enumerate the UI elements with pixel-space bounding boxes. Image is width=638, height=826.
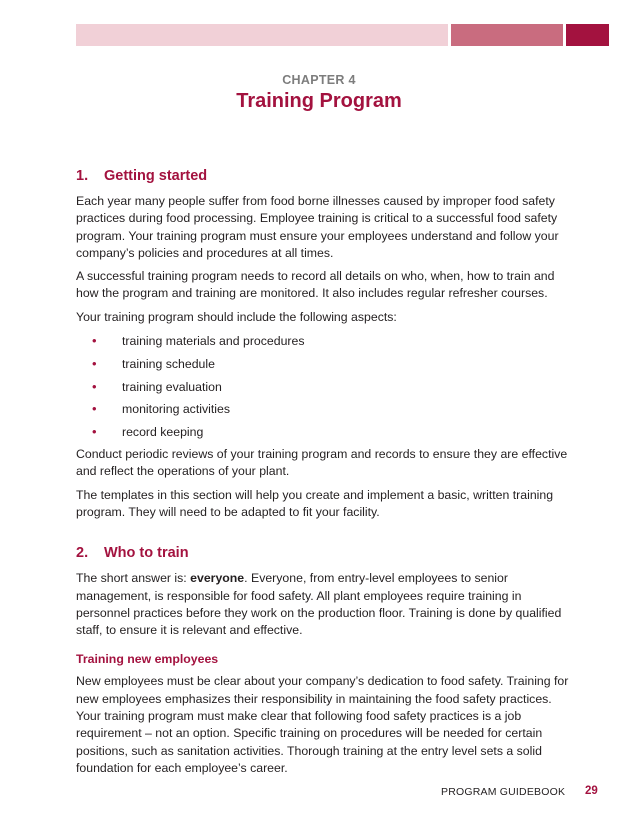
header-band-light xyxy=(76,24,448,46)
section-title: Who to train xyxy=(104,545,189,562)
paragraph: New employees must be clear about your company’s dedication to food safety. Training for new employees emphasizes their responsibility in maintaining the food safety practices. Your training program must make clear that following food safety practices is a job requirement – not an option. Specific training on procedures will be needed for certain positions, such as sanitation activities. Thorough training at the entry level sets a solid foundation for each employee’s career. xyxy=(76,674,569,775)
aspects-list xyxy=(76,332,570,441)
paragraph: A successful training program needs to record all details on who, when, how to train and how the program and training are monitored. It also includes regular refresher courses. xyxy=(76,269,555,301)
section-title: Getting started xyxy=(104,168,208,184)
chapter-title: Training Program xyxy=(236,90,402,112)
list-item: • monitoring activities xyxy=(92,401,230,417)
bullet-icon: • xyxy=(92,355,97,371)
subheading-training-new-employees: Training new employees xyxy=(76,652,219,667)
bullet-icon: • xyxy=(92,424,97,440)
emphasis-everyone: everyone xyxy=(190,571,245,586)
list-item: • training evaluation xyxy=(92,378,222,394)
bullet-icon: • xyxy=(92,401,97,417)
section-number: 2. xyxy=(76,545,89,562)
paragraph: Conduct periodic reviews of your training program and records to ensure they are effective and reflect the operations of your plant. xyxy=(76,447,568,479)
header-band-dark xyxy=(566,24,609,46)
bullet-icon: • xyxy=(92,378,97,394)
list-item: • training materials and procedures xyxy=(92,333,305,349)
paragraph: The short answer is: everyone. Everyone, from entry-level employees to senior management, is responsible for food safety. All plant employees require training in personnel practices before they work on the production floor. Training is done by qualified staff, to ensure it is relevant and effective. xyxy=(76,571,562,638)
section-number: 1. xyxy=(76,168,89,184)
list-item: • record keeping xyxy=(92,424,204,440)
footer-guide-label: PROGRAM GUIDEBOOK xyxy=(441,786,566,798)
paragraph: Your training program should include the following aspects: xyxy=(76,309,397,324)
paragraph: Each year many people suffer from food borne illnesses caused by improper food safety practices during food processing. Employee training is critical to a successful food safety program. Your training program must ensure your employees understand and follow your company’s policies and procedures at all times. xyxy=(76,194,559,260)
section-heading-getting-started xyxy=(76,167,570,185)
paragraph: The templates in this section will help you create and implement a basic, written training program. They will need to be adapted to fit your facility. xyxy=(76,487,554,519)
chapter-label: CHAPTER 4 xyxy=(282,73,356,87)
list-item: • training schedule xyxy=(92,355,215,371)
header-band-mid xyxy=(451,24,563,46)
page-content xyxy=(76,167,570,783)
page-number: 29 xyxy=(585,785,598,797)
bullet-icon: • xyxy=(92,333,97,349)
section-heading-who-to-train xyxy=(76,544,570,562)
